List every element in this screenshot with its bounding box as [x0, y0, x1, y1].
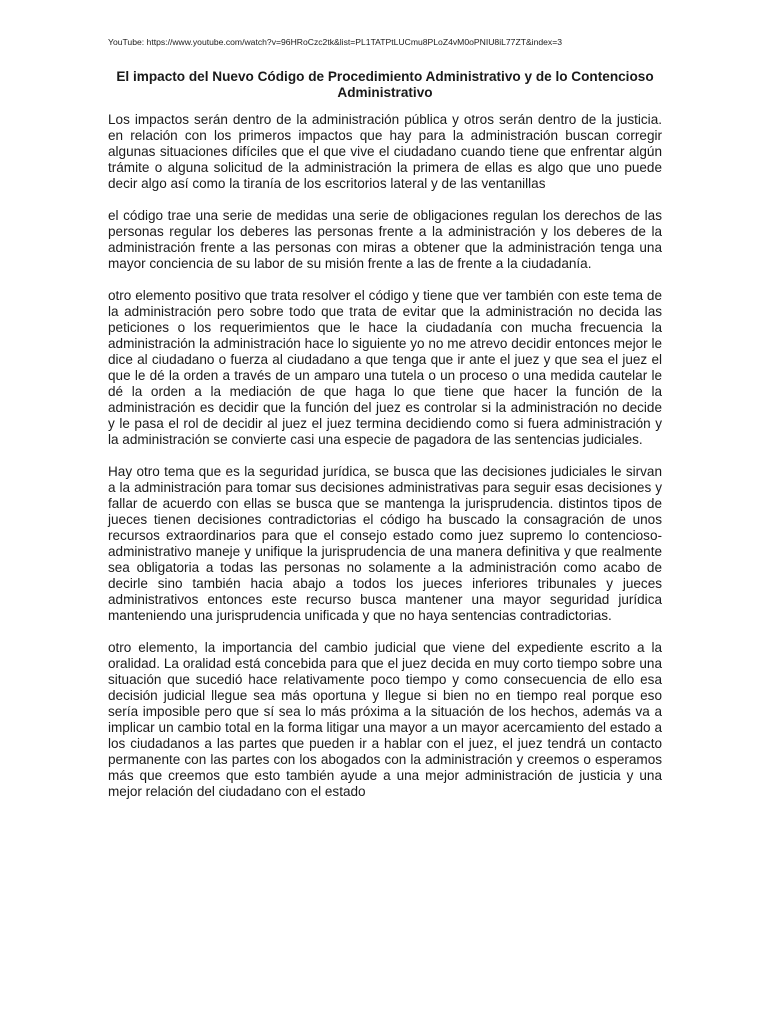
paragraph: Los impactos serán dentro de la administración pública y otros serán dentro de la justicia. en relación con los primeros impactos que hay para la administración buscan corregir algunas situaciones difíciles que el que vive el ciudadano cuando tiene que enfrentar algún trámite o alguna solicitud de la administración la primera de ellas es algo que uno puede decir algo así como la tiranía de los escritorios lateral y de las ventanillas — [108, 112, 662, 191]
paragraph: otro elemento positivo que trata resolver el código y tiene que ver también con este tema de la administración pero sobre todo que trata de evitar que la administración no decida las peticiones o los requerimientos que le hace la ciudadanía con mucha frecuencia la administración la administración hace lo siguiente yo no me atrevo decidir entonces mejor le dice al ciudadano o fuerza al ciudadano a que tenga que ir ante el juez y que sea el juez el que le dé la orden a través de un amparo una tutela o un proceso o una medida cautelar le dé la orden a la mediación de que haga lo que tiene que hacer la función de la administración es decidir que la función del juez es controlar si la administración no decide y le pasa el rol de decidir al juez el juez termina decidiendo como si fuera administración y la administración se convierte casi una especie de pagadora de las sentencias judiciales. — [108, 288, 662, 447]
paragraph: Hay otro tema que es la seguridad jurídica, se busca que las decisiones judiciales le sirvan a la administración para tomar sus decisiones administrativas para seguir esas decisiones y fallar de acuerdo con ellas se busca que se mantenga la jurisprudencia. distintos tipos de jueces tienen decisiones contradictorias el código ha buscado la consagración de unos recursos extraordinarios para que el consejo estado como juez supremo lo contencioso-administrativo maneje y unifique la jurisprudencia de una manera definitiva y que realmente sea obligatoria a todas las personas no solamente a la administración como acabo de decirle sino también hacia abajo a todos los jueces inferiores tribunales y jueces administrativos entonces este recurso busca mantener una mayor seguridad jurídica manteniendo una jurisprudencia unificada y que no haya sentencias contradictorias. — [108, 464, 662, 623]
paragraph: otro elemento, la importancia del cambio judicial que viene del expediente escrito a la oralidad. La oralidad está concebida para que el juez decida en muy corto tiempo sobre una situación que sucedió hace relativamente poco tiempo y como consecuencia de ello esa decisión judicial llegue sea más oportuna y llegue si bien no en tiempo real porque eso sería imposible pero que sí sea lo más próxima a la situación de los hechos, además va a implicar un cambio total en la forma litigar una mayor a un mayor acercamiento del estado a los ciudadanos a las partes que pueden ir a hablar con el juez, el juez tendrá un contacto permanente con las partes con los abogados con la administración y creemos o esperamos más que creemos que esto también ayude a una mejor administración de justicia y una mejor relación del ciudadano con el estado — [108, 640, 662, 799]
paragraph: el código trae una serie de medidas una serie de obligaciones regulan los derechos de las personas regular los deberes las personas frente a la administración y los deberes de la administración frente a las personas con miras a obtener que la administración tenga una mayor conciencia de su labor de su misión frente a las de frente a la ciudadanía. — [108, 208, 662, 271]
document-body — [108, 112, 662, 816]
document-title: El impacto del Nuevo Código de Procedimiento Administrativo y de lo Contencioso Administrativo — [116, 69, 654, 100]
source-url-line: YouTube: https://www.youtube.com/watch?v=96HRoCzc2tk&list=PL1TATPtLUCmu8PLoZ4vM0oPNIU8iL77ZT&index=3 — [108, 37, 563, 47]
